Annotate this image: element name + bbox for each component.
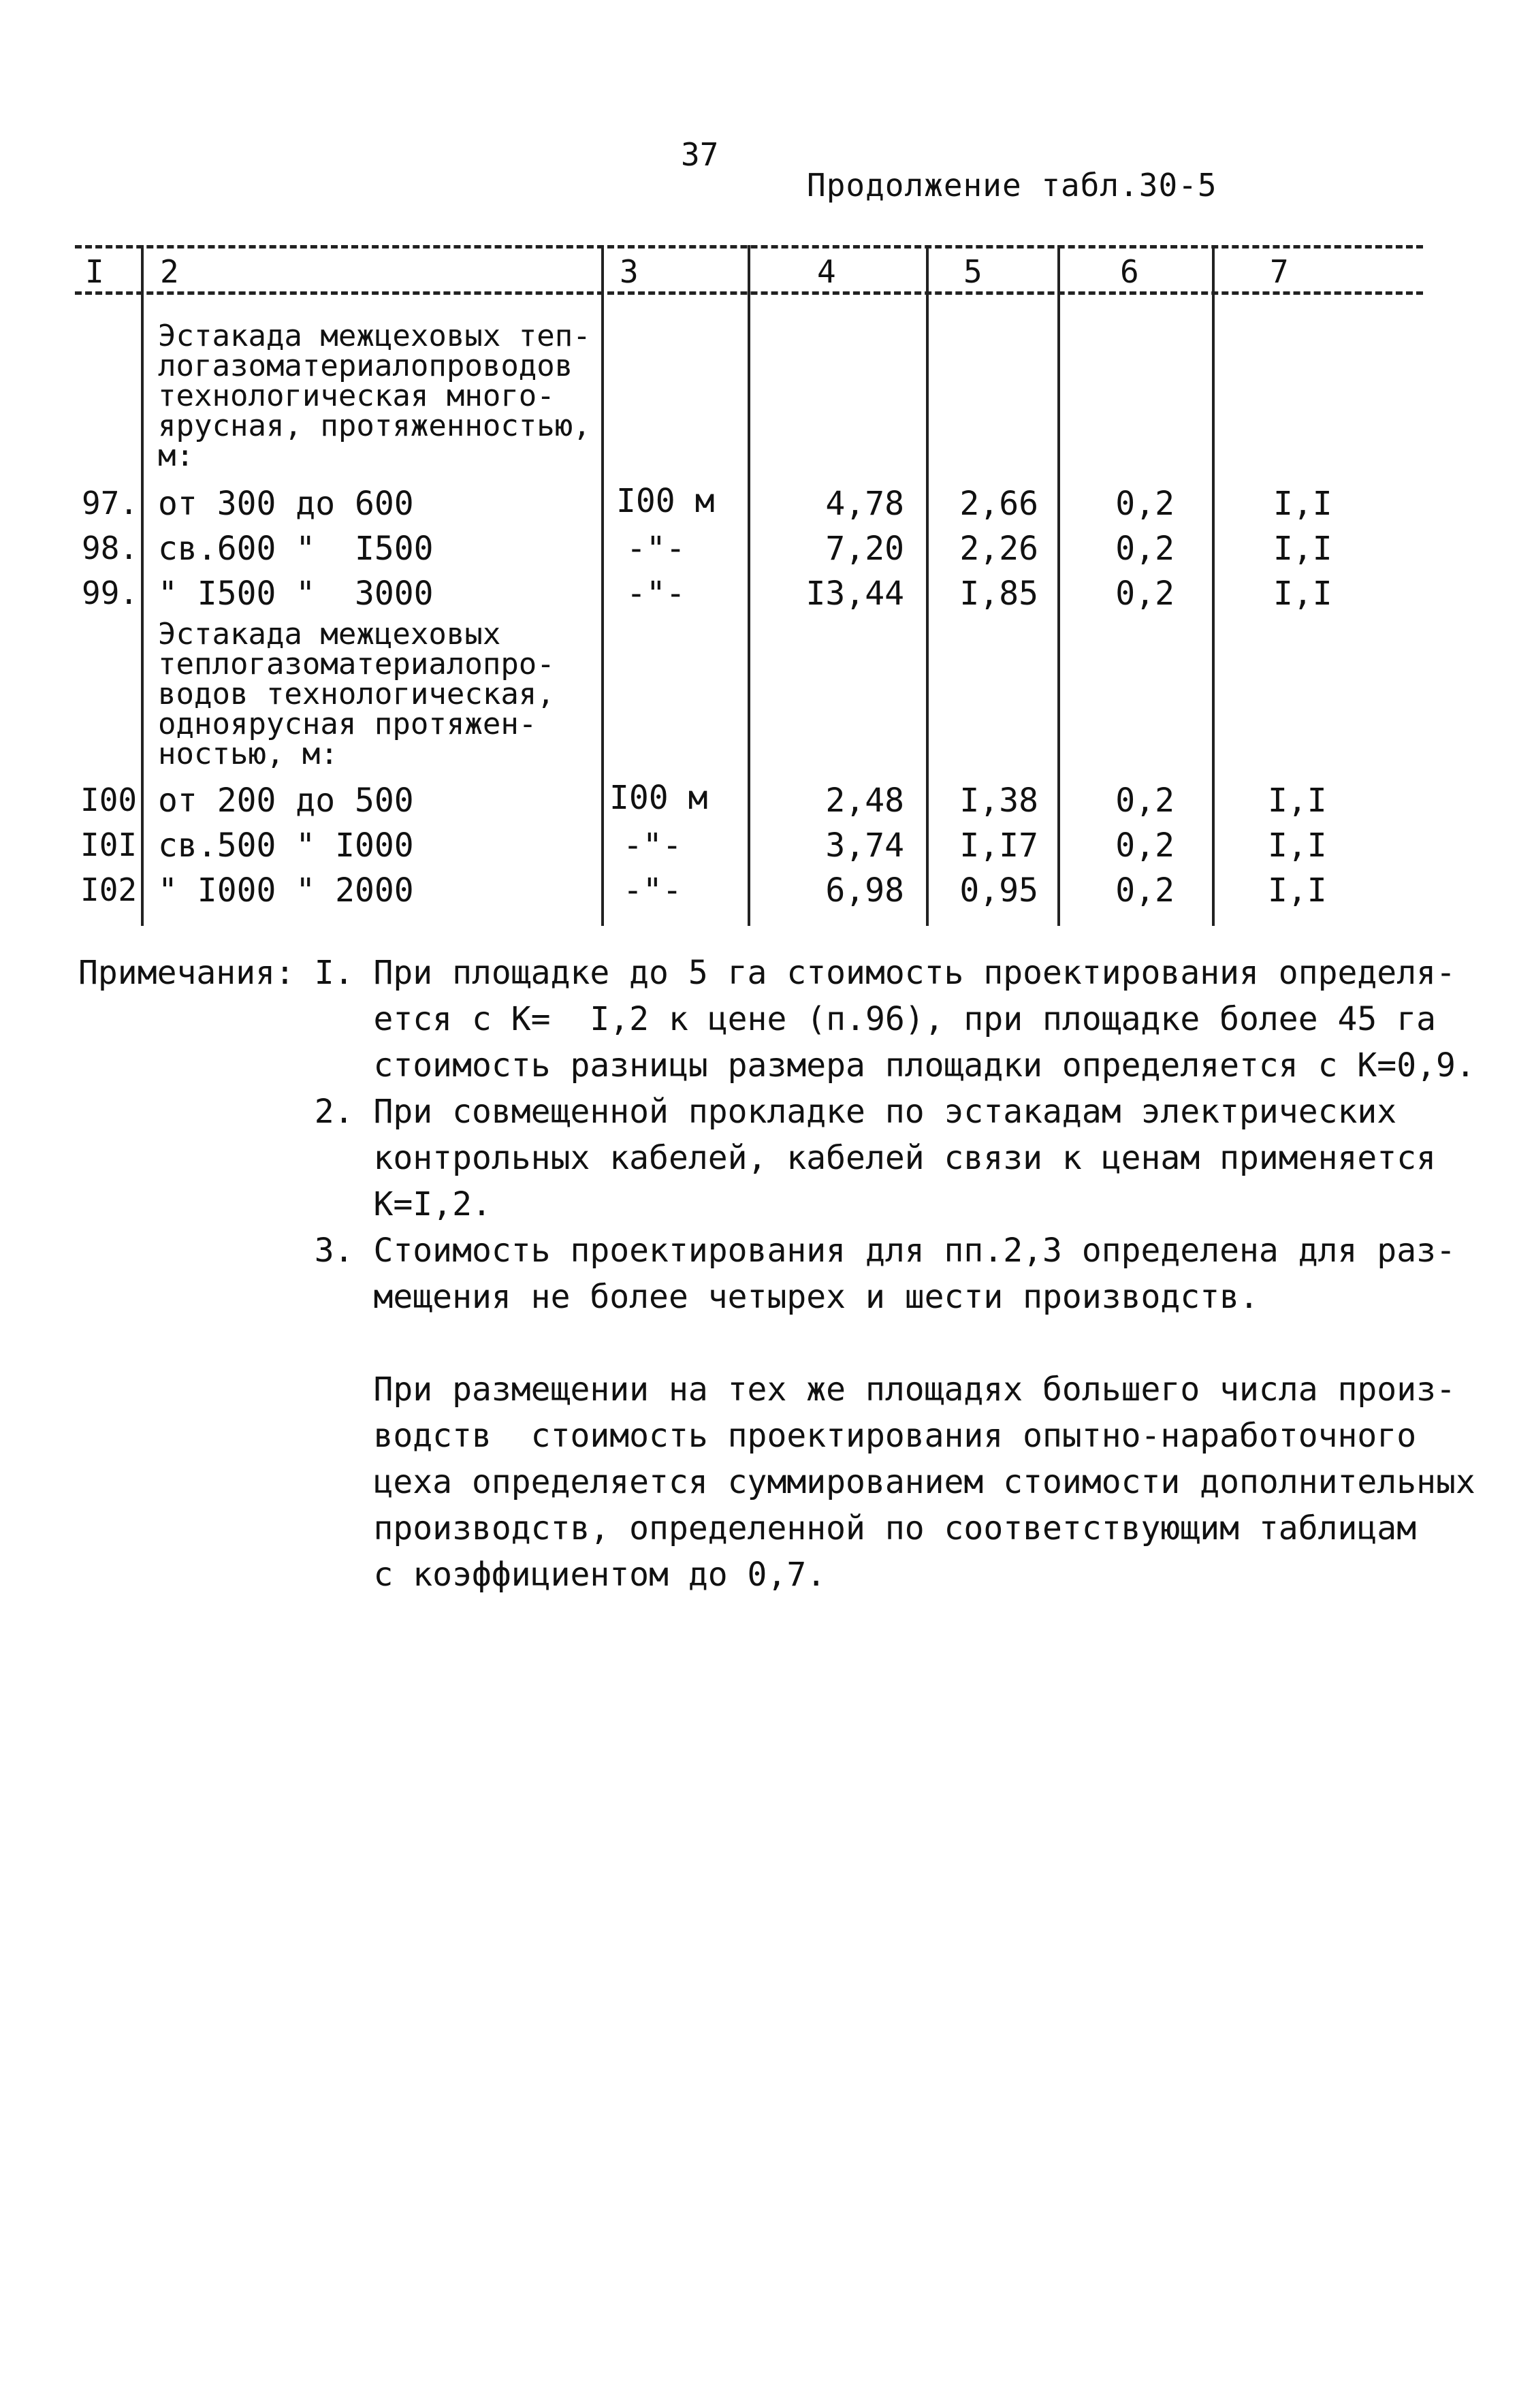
row-col6: 0,2 [1115,826,1175,865]
row-col5: 0,95 [959,871,1038,910]
row-col4: 6,98 [825,871,904,910]
row-col6: 0,2 [1115,485,1175,523]
row-col4: 2,48 [825,782,904,820]
row-number: 99. [82,575,139,611]
row-col7: I,I [1273,485,1332,523]
row-unit: I00 м [609,779,708,817]
row-col4: 4,78 [825,485,904,523]
row-number: 97. [82,485,139,521]
row-col5: I,38 [959,782,1038,820]
row-unit: I00 м [616,482,715,520]
row-col4: I3,44 [805,575,904,613]
column-header: 5 [963,253,982,290]
column-header: I [85,253,104,290]
row-col6: 0,2 [1115,530,1175,568]
row-col6: 0,2 [1115,575,1175,613]
column-divider [601,245,604,926]
row-col4: 3,74 [825,826,904,865]
row-col5: I,I7 [959,826,1038,865]
row-col7: I,I [1268,871,1327,910]
row-col5: 2,26 [959,530,1038,568]
row-col5: I,85 [959,575,1038,613]
row-col5: 2,66 [959,485,1038,523]
row-name: " I000 " 2000 [158,871,414,910]
row-unit: -"- [623,871,682,910]
notes-block: Примечания: I. При площадке до 5 га стоимость проектирования определя- ется с К= I,2 к цене (п.96), при площадке более 45 га стоимость разницы размера площадки определяется с К=0,9. 2. При совмещенной прокладке по эстакадам электрических контрольных кабелей, кабелей связи к ценам применяется К=I,2. 3. Стоимость проектирования для пп.2,3 определена для раз- мещения не более четырех и шести производств. При размещении на тех же площадях большего числа произ- водств стоимость проектирования опытно-наработочного цеха определяется суммированием стоимости дополнительных производств, определенной по соответствующим таблицам с коэффициентом до 0,7. [78,954,1475,1594]
row-col6: 0,2 [1115,871,1175,910]
row-col7: I,I [1273,575,1332,613]
group-description: Эстакада межцеховых теплогазоматериалопро- водов технологическая, одноярусная протяжен- ностью, м: [158,617,555,771]
column-header: 4 [817,253,836,290]
column-header: 3 [620,253,639,290]
row-name: св.500 " I000 [158,826,414,865]
row-number: I0I [80,826,138,863]
column-divider [1212,245,1215,926]
page-number: 37 [681,136,719,173]
column-header: 7 [1270,253,1289,290]
row-col7: I,I [1268,826,1327,865]
group-description: Эстакада межцеховых теп- логазоматериалопроводов технологическая много- ярусная, протяженностью, м: [158,319,591,473]
column-divider [748,245,750,926]
row-col7: I,I [1273,530,1332,568]
row-col6: 0,2 [1115,782,1175,820]
row-name: от 300 до 600 [158,485,414,523]
column-divider [141,245,144,926]
row-name: от 200 до 500 [158,782,414,820]
table-continuation-title: Продолжение табл.30-5 [807,167,1217,204]
row-name: св.600 " I500 [158,530,434,568]
row-number: I02 [80,871,138,908]
row-unit: -"- [626,575,686,613]
row-number: 98. [82,530,139,566]
column-header: 2 [160,253,179,290]
column-header: 6 [1120,253,1139,290]
row-col4: 7,20 [825,530,904,568]
row-unit: -"- [626,530,686,568]
row-col7: I,I [1268,782,1327,820]
row-unit: -"- [623,826,682,865]
row-name: " I500 " 3000 [158,575,434,613]
row-number: I00 [80,782,138,818]
